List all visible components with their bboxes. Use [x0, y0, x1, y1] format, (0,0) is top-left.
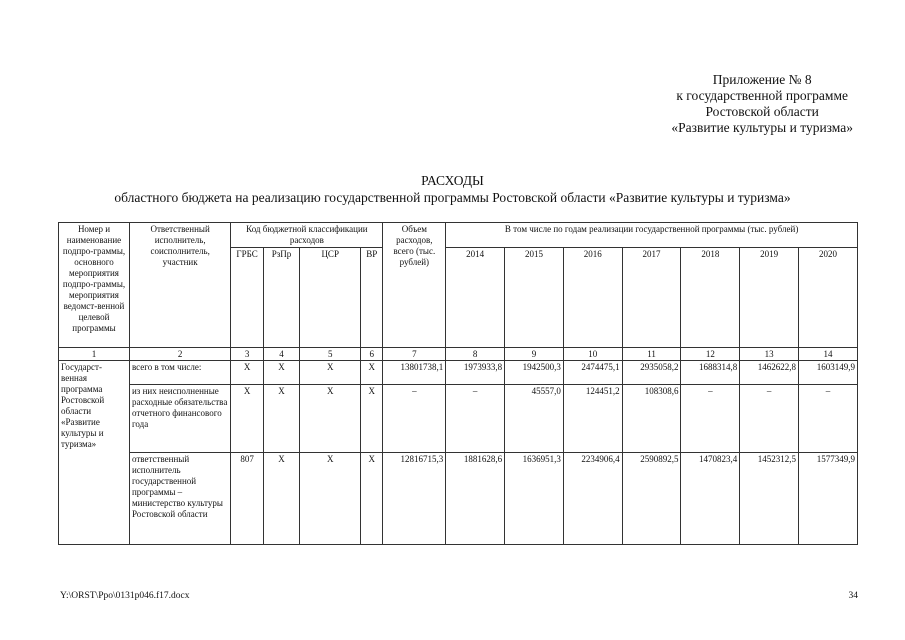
column-number: 8 [446, 348, 505, 361]
rzpr-cell: Х [263, 385, 300, 453]
footer-file-path: Y:\ORST\Ppo\0131p046.f17.docx [60, 591, 190, 601]
header-year-2018: 2018 [681, 248, 740, 348]
header-year-2019: 2019 [740, 248, 799, 348]
column-number: 13 [740, 348, 799, 361]
year-value-cell: 1881628,6 [446, 453, 505, 545]
year-value-cell: 1603149,9 [799, 361, 858, 385]
year-value-cell: – [681, 385, 740, 453]
footer-page-number: 34 [848, 591, 858, 601]
appendix-line-4: «Развитие культуры и туризма» [671, 120, 853, 135]
header-year-2016: 2016 [563, 248, 622, 348]
table-row-total [59, 361, 858, 385]
year-value-cell: 1973933,8 [446, 361, 505, 385]
grbs-cell: 807 [231, 453, 263, 545]
total-cell: 12816715,3 [383, 453, 446, 545]
year-value-cell: 2590892,5 [622, 453, 681, 545]
vr-cell: Х [361, 453, 383, 545]
total-cell: – [383, 385, 446, 453]
year-value-cell: – [799, 385, 858, 453]
expenses-table [58, 222, 858, 545]
column-number: 4 [263, 348, 300, 361]
csr-cell: Х [300, 385, 361, 453]
program-name-cell: Государст-венная программа Ростовской области «Развитие культуры и туризма» [59, 361, 130, 545]
grbs-cell: Х [231, 361, 263, 385]
year-value-cell: 1470823,4 [681, 453, 740, 545]
header-vr: ВР [361, 248, 383, 348]
header-csr: ЦСР [300, 248, 361, 348]
document-subtitle: областного бюджета на реализацию государственной программы Ростовской области «Развитие культуры и туризма» [114, 190, 791, 205]
column-number: 2 [129, 348, 230, 361]
year-value-cell: 1462622,8 [740, 361, 799, 385]
appendix-line-1: Приложение № 8 [712, 72, 812, 87]
year-value-cell: 2234906,4 [563, 453, 622, 545]
column-number: 3 [231, 348, 263, 361]
header-executor: Ответственный исполнитель, соисполнитель, участник [129, 223, 230, 348]
year-value-cell: 1942500,3 [505, 361, 564, 385]
grbs-cell: Х [231, 385, 263, 453]
header-total: Объем расходов, всего (тыс. рублей) [383, 223, 446, 348]
column-number: 11 [622, 348, 681, 361]
year-value-cell: 45557,0 [505, 385, 564, 453]
year-value-cell: 1636951,3 [505, 453, 564, 545]
header-row-1 [59, 223, 858, 248]
header-grbs: ГРБС [231, 248, 263, 348]
column-number: 12 [681, 348, 740, 361]
year-value-cell: 2935058,2 [622, 361, 681, 385]
header-year-2017: 2017 [622, 248, 681, 348]
rzpr-cell: Х [263, 453, 300, 545]
header-year-2015: 2015 [505, 248, 564, 348]
csr-cell: Х [300, 361, 361, 385]
table-row-unfulfilled [59, 385, 858, 453]
executor-cell: ответственный исполнитель государственной программы – министерство культуры Ростовской области [129, 453, 230, 545]
header-year-2014: 2014 [446, 248, 505, 348]
column-number: 5 [300, 348, 361, 361]
csr-cell: Х [300, 453, 361, 545]
vr-cell: Х [361, 361, 383, 385]
total-cell: 13801738,1 [383, 361, 446, 385]
column-number: 6 [361, 348, 383, 361]
header-name: Номер и наименование подпро-граммы, основного мероприятия подпро-граммы, мероприятия ведомст-венной целевой программы [59, 223, 130, 348]
year-value-cell: 2474475,1 [563, 361, 622, 385]
document-heading [0, 172, 905, 206]
column-number: 9 [505, 348, 564, 361]
year-value-cell: 1577349,9 [799, 453, 858, 545]
table-row-ministry [59, 453, 858, 545]
year-value-cell: – [446, 385, 505, 453]
year-value-cell: 108308,6 [622, 385, 681, 453]
executor-cell: всего в том числе: [129, 361, 230, 385]
year-value-cell: – [740, 385, 799, 453]
appendix-line-3: Ростовской области [705, 104, 819, 119]
column-number: 14 [799, 348, 858, 361]
column-number-row [59, 348, 858, 361]
year-value-cell: 124451,2 [563, 385, 622, 453]
header-years: В том числе по годам реализации государственной программы (тыс. рублей) [446, 223, 858, 248]
column-number: 7 [383, 348, 446, 361]
appendix-block [671, 72, 853, 136]
year-value-cell: 1452312,5 [740, 453, 799, 545]
header-budget-code: Код бюджетной классификации расходов [231, 223, 383, 248]
header-year-2020: 2020 [799, 248, 858, 348]
vr-cell: Х [361, 385, 383, 453]
appendix-line-2: к государственной программе [676, 88, 848, 103]
rzpr-cell: Х [263, 361, 300, 385]
year-value-cell: 1688314,8 [681, 361, 740, 385]
column-number: 10 [563, 348, 622, 361]
column-number: 1 [59, 348, 130, 361]
header-rzpr: РзПр [263, 248, 300, 348]
document-title: РАСХОДЫ [421, 173, 484, 188]
executor-cell: из них неисполненные расходные обязательства отчетного финансового года [129, 385, 230, 453]
